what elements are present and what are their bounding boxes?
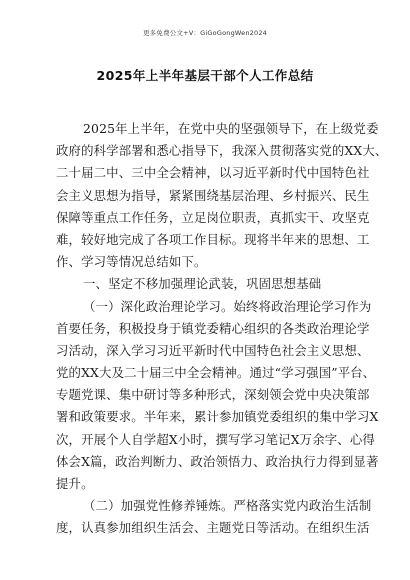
paragraph-line: 专题党课、集中研讨等多种形式，深刻领会党中央决策部 [56,387,370,403]
paragraph-line: 首要任务，积极投身于镇党委精心组织的各类政治理论学 [56,320,370,336]
header-note: 更多免费公文+V：GiGoGongWen2024 [142,29,267,37]
paragraph-line: 二十届二中、三中全会精神，以习近平新时代中国特色社 [56,165,370,181]
paragraph-line: 习活动，深入学习习近平新时代中国特色社会主义思想、 [56,342,370,358]
section-heading: 一、坚定不移加强理论武装，巩固思想基础 [83,276,322,292]
paragraph-line: 提升。 [56,476,94,491]
paragraph-line: 作、学习等情况总结如下。 [56,254,207,270]
paragraph-line: 会主义思想为指导，紧紧围绕基层治理、乡村振兴、民生 [56,187,370,203]
paragraph-line: 次，开展个人自学超X小时，撰写学习笔记X万余字、心得 [56,431,375,447]
paragraph-line: 政府的科学部署和悉心指导下，我深入贯彻落实党的XX大、 [56,143,388,159]
document-title: 2025年上半年基层干部个人工作总结 [96,68,314,83]
paragraph-line: 党的XX大及二十届三中全会精神。通过“学习强国”平台、 [56,365,376,381]
paragraph-line: 署和政策要求。半年来，累计参加镇党委组织的集中学习X [56,409,379,425]
document-body [56,118,388,540]
paragraph-line: 度，认真参加组织生活会、主题党日等活动。在组织生活 [56,520,370,536]
paragraph-line: 2025年上半年，在党中央的坚强领导下，在上级党委 [83,121,379,136]
subsection-heading-line: （一）深化政治理论学习。始终将政治理论学习作为 [83,298,372,314]
subsection-heading-line: （二）加强党性修养锤炼。严格落实党内政治生活制 [83,498,372,514]
paragraph-line: 保障等重点工作任务，立足岗位职责，真抓实干、攻坚克 [56,209,370,225]
paragraph-line: 难，较好地完成了各项工作目标。现将半年来的思想、工 [56,231,370,247]
paragraph-line: 体会X篇，政治判断力、政治领悟力、政治执行力得到显著 [56,453,379,469]
